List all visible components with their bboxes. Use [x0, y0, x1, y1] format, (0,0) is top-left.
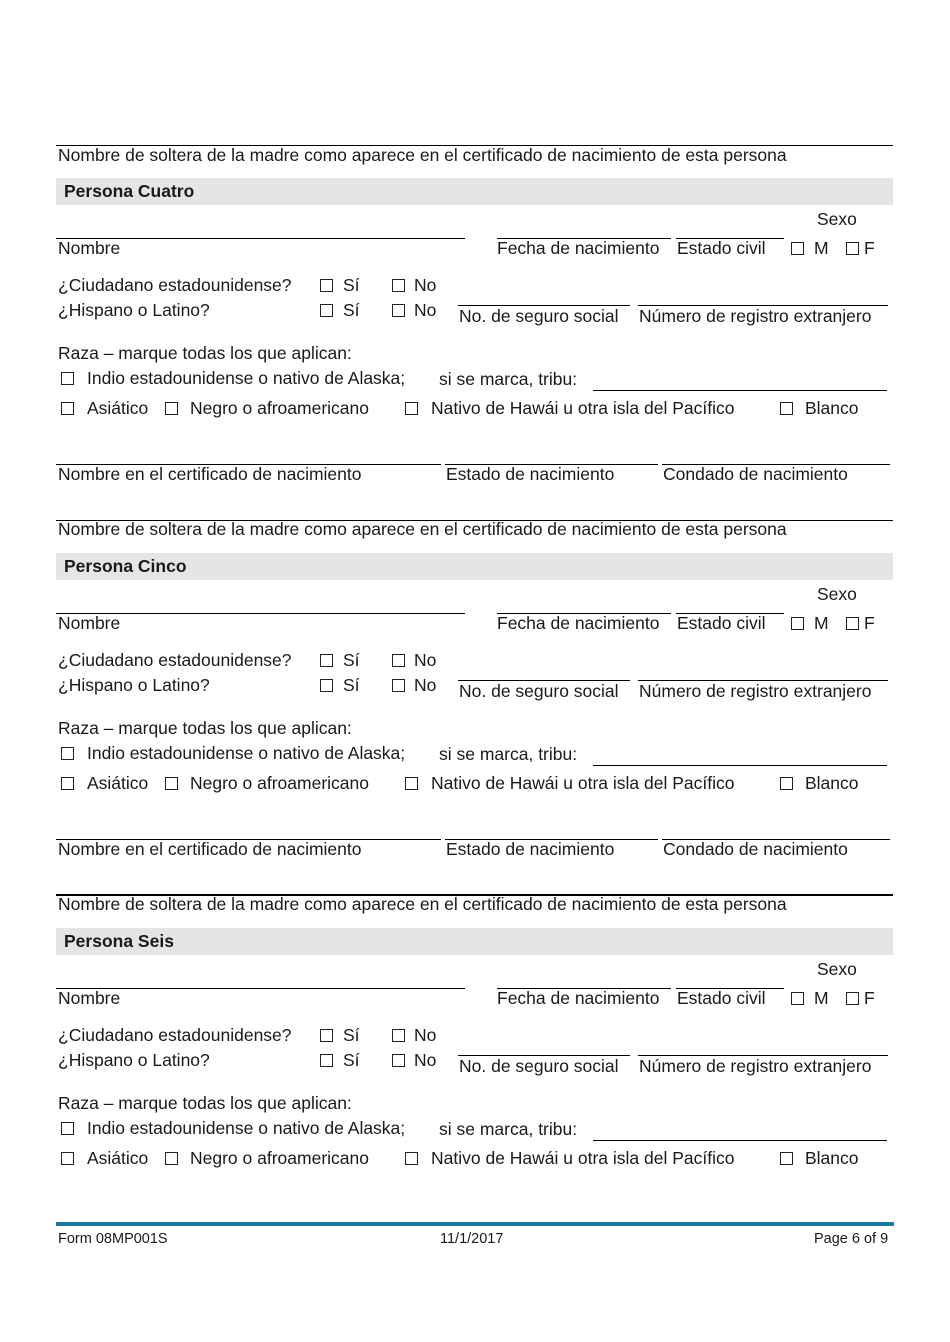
- ciudadano-no-label: No: [414, 275, 437, 295]
- negro-checkbox[interactable]: [165, 1152, 178, 1165]
- mother-maiden-label: Nombre de soltera de la madre como aparece en el certificado de nacimiento de esta persona: [58, 519, 787, 539]
- hispano-no-label: No: [414, 300, 437, 320]
- negro-label: Negro o afroamericano: [190, 1148, 369, 1168]
- ssn-label: No. de seguro social: [459, 306, 619, 326]
- asiatico-label: Asiático: [87, 1148, 149, 1168]
- raza-label: Raza – marque todas los que aplican:: [58, 1093, 352, 1113]
- ssn-label: No. de seguro social: [459, 1056, 619, 1076]
- footer-rule: [56, 1222, 894, 1226]
- tribu-input-line[interactable]: [593, 390, 887, 391]
- hawai-label: Nativo de Hawái u otra isla del Pacífico: [431, 1148, 735, 1168]
- hispano-si-checkbox[interactable]: [320, 304, 333, 317]
- section-title: Persona Cuatro: [64, 181, 195, 201]
- hispano-label: ¿Hispano o Latino?: [58, 1050, 210, 1070]
- sexo-m-checkbox[interactable]: [791, 617, 804, 630]
- tribu-label: si se marca, tribu:: [439, 369, 578, 389]
- section-title: Persona Seis: [64, 931, 174, 951]
- ciudadano-si-label: Sí: [343, 650, 360, 670]
- section-header-persona-cuatro: [56, 178, 893, 205]
- hawai-label: Nativo de Hawái u otra isla del Pacífico: [431, 398, 735, 418]
- ciudadano-label: ¿Ciudadano estadounidense?: [58, 275, 292, 295]
- sexo-f-label: F: [864, 238, 875, 258]
- asiatico-label: Asiático: [87, 398, 149, 418]
- blanco-label: Blanco: [805, 773, 859, 793]
- condado-nac-label: Condado de nacimiento: [663, 464, 848, 484]
- ciudadano-no-checkbox[interactable]: [392, 1029, 405, 1042]
- ciudadano-no-label: No: [414, 650, 437, 670]
- estado-civil-label: Estado civil: [677, 613, 766, 633]
- sexo-f-checkbox[interactable]: [846, 992, 859, 1005]
- hispano-label: ¿Hispano o Latino?: [58, 300, 210, 320]
- ciudadano-si-checkbox[interactable]: [320, 1029, 333, 1042]
- footer-page-number: Page 6 of 9: [814, 1231, 889, 1247]
- indio-checkbox[interactable]: [61, 372, 74, 385]
- estado-nac-label: Estado de nacimiento: [446, 464, 615, 484]
- fecha-label: Fecha de nacimiento: [497, 238, 660, 258]
- blanco-checkbox[interactable]: [780, 1152, 793, 1165]
- ciudadano-no-label: No: [414, 1025, 437, 1045]
- hispano-si-label: Sí: [343, 1050, 360, 1070]
- estado-nac-label: Estado de nacimiento: [446, 839, 615, 859]
- blanco-label: Blanco: [805, 1148, 859, 1168]
- hispano-label: ¿Hispano o Latino?: [58, 675, 210, 695]
- estado-civil-label: Estado civil: [677, 238, 766, 258]
- hawai-label: Nativo de Hawái u otra isla del Pacífico: [431, 773, 735, 793]
- alien-number-label: Número de registro extranjero: [639, 1056, 872, 1076]
- hispano-no-label: No: [414, 675, 437, 695]
- sexo-m-label: M: [814, 613, 829, 633]
- indio-label: Indio estadounidense o nativo de Alaska;: [87, 743, 406, 763]
- ciudadano-si-label: Sí: [343, 1025, 360, 1045]
- blanco-checkbox[interactable]: [780, 402, 793, 415]
- nombre-label: Nombre: [58, 988, 121, 1008]
- sexo-m-label: M: [814, 988, 829, 1008]
- footer-form-number: Form 08MP001S: [58, 1231, 168, 1247]
- negro-checkbox[interactable]: [165, 777, 178, 790]
- indio-label: Indio estadounidense o nativo de Alaska;: [87, 368, 406, 388]
- ciudadano-si-label: Sí: [343, 275, 360, 295]
- footer-date: 11/1/2017: [440, 1231, 504, 1247]
- asiatico-checkbox[interactable]: [61, 777, 74, 790]
- ciudadano-no-checkbox[interactable]: [392, 279, 405, 292]
- ciudadano-label: ¿Ciudadano estadounidense?: [58, 1025, 292, 1045]
- sexo-f-label: F: [864, 613, 875, 633]
- sexo-f-checkbox[interactable]: [846, 242, 859, 255]
- raza-label: Raza – marque todas los que aplican:: [58, 718, 352, 738]
- sexo-f-label: F: [864, 988, 875, 1008]
- indio-label: Indio estadounidense o nativo de Alaska;: [87, 1118, 406, 1138]
- asiatico-label: Asiático: [87, 773, 149, 793]
- sexo-label: Sexo: [817, 959, 857, 979]
- hispano-no-checkbox[interactable]: [392, 304, 405, 317]
- section-title: Persona Cinco: [64, 556, 187, 576]
- sexo-f-checkbox[interactable]: [846, 617, 859, 630]
- hawai-checkbox[interactable]: [405, 1152, 418, 1165]
- sexo-m-checkbox[interactable]: [791, 992, 804, 1005]
- asiatico-checkbox[interactable]: [61, 402, 74, 415]
- raza-label: Raza – marque todas los que aplican:: [58, 343, 352, 363]
- hispano-si-label: Sí: [343, 300, 360, 320]
- sexo-m-label: M: [814, 238, 829, 258]
- nombre-label: Nombre: [58, 613, 121, 633]
- section-header-persona-seis: [56, 928, 893, 955]
- ciudadano-no-checkbox[interactable]: [392, 654, 405, 667]
- alien-number-label: Número de registro extranjero: [639, 681, 872, 701]
- blanco-checkbox[interactable]: [780, 777, 793, 790]
- hawai-checkbox[interactable]: [405, 777, 418, 790]
- ssn-label: No. de seguro social: [459, 681, 619, 701]
- blanco-label: Blanco: [805, 398, 859, 418]
- negro-label: Negro o afroamericano: [190, 773, 369, 793]
- mother-maiden-label: Nombre de soltera de la madre como aparece en el certificado de nacimiento de esta persona: [58, 894, 787, 914]
- hawai-checkbox[interactable]: [405, 402, 418, 415]
- indio-checkbox[interactable]: [61, 747, 74, 760]
- hispano-si-checkbox[interactable]: [320, 1054, 333, 1067]
- hispano-no-checkbox[interactable]: [392, 1054, 405, 1067]
- hispano-si-checkbox[interactable]: [320, 679, 333, 692]
- indio-checkbox[interactable]: [61, 1122, 74, 1135]
- tribu-label: si se marca, tribu:: [439, 1119, 578, 1139]
- nombre-cert-label: Nombre en el certificado de nacimiento: [58, 464, 362, 484]
- tribu-input-line[interactable]: [593, 1140, 887, 1141]
- ciudadano-si-checkbox[interactable]: [320, 279, 333, 292]
- sexo-m-checkbox[interactable]: [791, 242, 804, 255]
- nombre-label: Nombre: [58, 238, 121, 258]
- fecha-label: Fecha de nacimiento: [497, 988, 660, 1008]
- sexo-label: Sexo: [817, 209, 857, 229]
- mother-maiden-label: Nombre de soltera de la madre como aparece en el certificado de nacimiento de esta persona: [58, 145, 787, 165]
- negro-checkbox[interactable]: [165, 402, 178, 415]
- hispano-no-label: No: [414, 1050, 437, 1070]
- hispano-no-checkbox[interactable]: [392, 679, 405, 692]
- condado-nac-label: Condado de nacimiento: [663, 839, 848, 859]
- ciudadano-si-checkbox[interactable]: [320, 654, 333, 667]
- asiatico-checkbox[interactable]: [61, 1152, 74, 1165]
- fecha-label: Fecha de nacimiento: [497, 613, 660, 633]
- section-header-persona-cinco: [56, 553, 893, 580]
- tribu-label: si se marca, tribu:: [439, 744, 578, 764]
- tribu-input-line[interactable]: [593, 765, 887, 766]
- ciudadano-label: ¿Ciudadano estadounidense?: [58, 650, 292, 670]
- nombre-cert-label: Nombre en el certificado de nacimiento: [58, 839, 362, 859]
- sexo-label: Sexo: [817, 584, 857, 604]
- negro-label: Negro o afroamericano: [190, 398, 369, 418]
- hispano-si-label: Sí: [343, 675, 360, 695]
- alien-number-label: Número de registro extranjero: [639, 306, 872, 326]
- estado-civil-label: Estado civil: [677, 988, 766, 1008]
